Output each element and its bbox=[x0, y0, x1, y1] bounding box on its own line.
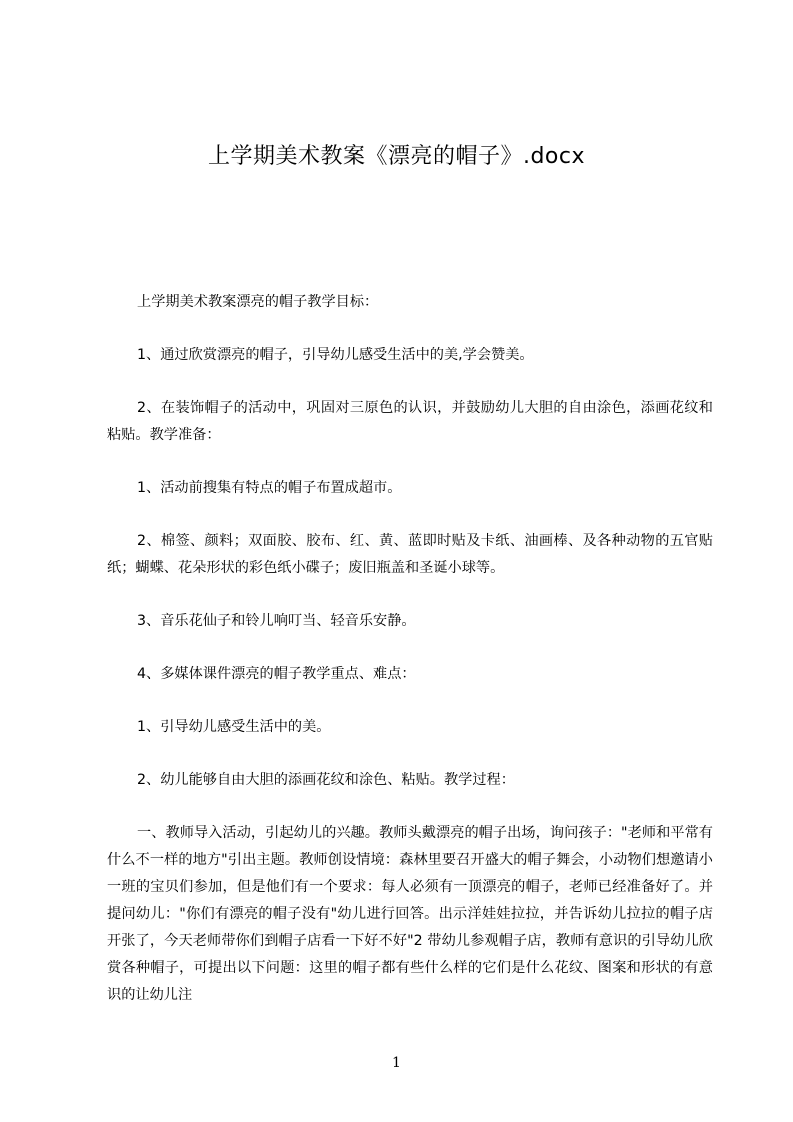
paragraph: 上学期美术教案漂亮的帽子教学目标： bbox=[137, 294, 379, 310]
paragraph: 一、教师导入活动，引起幼儿的兴趣。教师头戴漂亮的帽子出场，询问孩子："老师和平常有什么不一样的地方"引出主题。教师创设情境：森林里要召开盛大的帽子舞会，小动物们想邀请小一班的宝贝们参加，但是他们有一个要求：每人必须有一顶漂亮的帽子，老师已经准备好了。并提问幼儿："你们有漂亮的帽子没有"幼儿进行回答。出示洋娃娃拉拉，并告诉幼儿拉拉的帽子店开张了，今天老师带你们到帽子店看一下好不好"2 带幼儿参观帽子店，教师有意识的引导幼儿欣赏各种帽子，可提出以下问题：这里的帽子都有些什么样的它们是什么花纹、图案和形状的有意识的让幼儿注 bbox=[107, 825, 713, 1003]
paragraph: 4、多媒体课件漂亮的帽子教学重点、难点： bbox=[137, 666, 416, 682]
paragraph: 3、音乐花仙子和铃儿响叮当、轻音乐安静。 bbox=[137, 613, 416, 629]
paragraph: 2、棉签、颜料；双面胶、胶布、红、黄、蓝即时贴及卡纸、油画棒、及各种动物的五官贴纸；蝴蝶、花朵形状的彩色纸小碟子；废旧瓶盖和圣诞小球等。 bbox=[107, 533, 713, 576]
page-number: 1 bbox=[392, 1055, 401, 1071]
document-body bbox=[107, 289, 713, 1035]
paragraph: 1、引导幼儿感受生活中的美。 bbox=[137, 719, 331, 735]
paragraph: 2、幼儿能够自由大胆的添画花纹和涂色、粘贴。教学过程： bbox=[137, 772, 515, 788]
paragraph: 1、通过欣赏漂亮的帽子，引导幼儿感受生活中的美,学会赞美。 bbox=[137, 347, 534, 363]
paragraph: 2、在装饰帽子的活动中，巩固对三原色的认识，并鼓励幼儿大胆的自由涂色，添画花纹和粘贴。教学准备： bbox=[107, 400, 713, 443]
paragraph: 1、活动前搜集有特点的帽子布置成超市。 bbox=[137, 480, 402, 496]
document-title: 上学期美术教案《漂亮的帽子》.docx bbox=[207, 144, 586, 169]
